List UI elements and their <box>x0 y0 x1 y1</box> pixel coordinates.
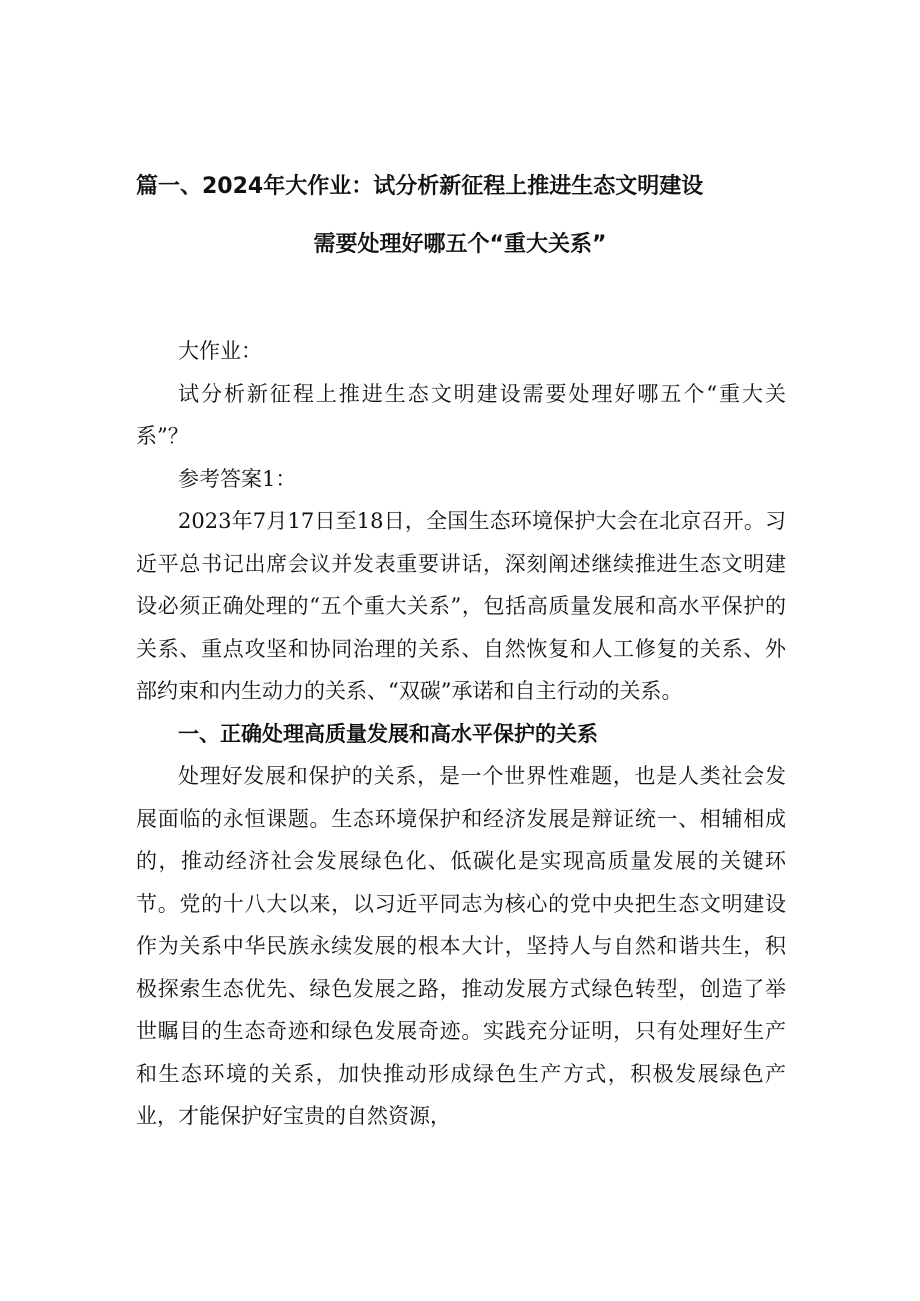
assignment-question: 试分析新征程上推进生态文明建设需要处理好哪五个“重大关系”？ <box>136 381 786 448</box>
section-1-heading: 一、正确处理高质量发展和高水平保护的关系 <box>178 721 598 746</box>
document-title-line-2: 需要处理好哪五个“重大关系” <box>313 232 607 257</box>
answer-label: 参考答案1： <box>178 466 297 491</box>
intro-paragraph: 2023年7月17日至18日，全国生态环境保护大会在北京召开。习近平总书记出席会议并发表重要讲话，深刻阐述继续推进生态文明建设必须正确处理的“五个重大关系”，包括高质量发展和高水平保护的关系、重点攻坚和协同治理的关系、自然恢复和人工修复的关系、外部约束和内生动力的关系、“双碳”承诺和自主行动的关系。 <box>136 509 786 703</box>
document-body <box>136 330 786 1138</box>
document-title-line-1: 篇一、2024年大作业：试分析新征程上推进生态文明建设 <box>136 174 704 199</box>
assignment-label: 大作业： <box>178 339 262 363</box>
section-1-paragraph: 处理好发展和保护的关系，是一个世界性难题，也是人类社会发展面临的永恒课题。生态环境保护和经济发展是辩证统一、相辅相成的，推动经济社会发展绿色化、低碳化是实现高质量发展的关键环节。党的十八大以来，以习近平同志为核心的党中央把生态文明建设作为关系中华民族永续发展的根本大计，坚持人与自然和谐共生，积极探索生态优先、绿色发展之路，推动发展方式绿色转型，创造了举世瞩目的生态奇迹和绿色发展奇迹。实践充分证明，只有处理好生产和生态环境的关系，加快推动形成绿色生产方式，积极发展绿色产业，才能保护好宝贵的自然资源， <box>136 764 786 1128</box>
